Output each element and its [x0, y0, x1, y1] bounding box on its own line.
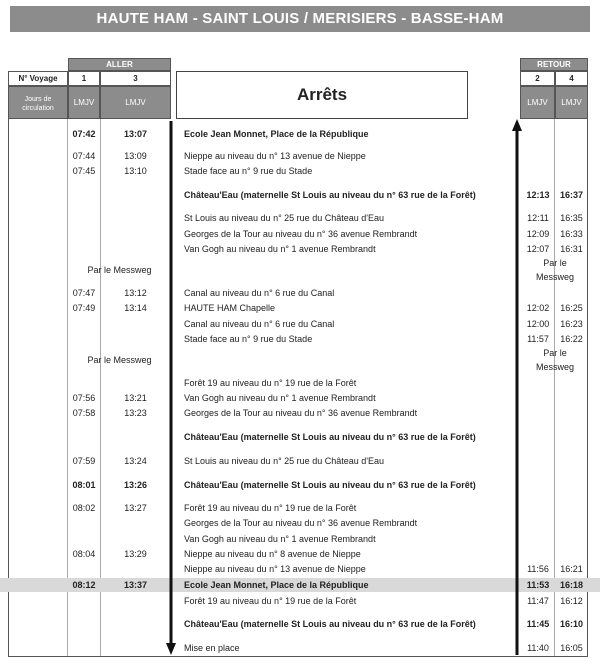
retour-time-4: 16:10: [559, 619, 584, 629]
retour-time-2: 12:02: [526, 303, 550, 313]
aller-voyage-3: 3: [100, 71, 171, 86]
stop-name: Canal au niveau du n° 6 rue du Canal: [184, 288, 335, 298]
stop-name: St Louis au niveau du n° 25 rue du Château d'Eau: [184, 213, 384, 223]
aller-time-3: 13:37: [123, 580, 148, 590]
retour-time-2: 12:00: [526, 319, 550, 329]
aller-time-1: 08:04: [72, 549, 96, 559]
aller-time-1: 07:44: [72, 151, 96, 161]
stop-name: Forêt 19 au niveau du n° 19 rue de la Forêt: [184, 596, 357, 606]
retour-time-4: 16:05: [560, 643, 583, 653]
retour-time-4: 16:33: [560, 229, 583, 239]
aller-time-1: 07:42: [72, 129, 96, 139]
stop-name: Van Gogh au niveau du n° 1 avenue Rembrandt: [184, 244, 376, 254]
aller-time-1: 08:02: [72, 503, 96, 513]
aller-time-1: 07:45: [72, 166, 96, 176]
aller-time-1: 08:12: [72, 580, 96, 590]
stop-name: Nieppe au niveau du n° 13 avenue de Nieppe: [184, 151, 366, 161]
retour-time-2: 12:09: [526, 229, 550, 239]
aller-days-3: LMJV: [100, 86, 171, 119]
retour-time-2: 11:57: [527, 334, 549, 344]
retour-time-4: 16:25: [560, 303, 583, 313]
retour-days-2: LMJV: [520, 86, 555, 119]
retour-time-4: 16:37: [559, 190, 584, 200]
stop-name: Forêt 19 au niveau du n° 19 rue de la Forêt: [184, 378, 357, 388]
aller-time-3: 13:29: [124, 549, 147, 559]
retour-time-4: 16:18: [559, 580, 584, 590]
jours-label: Jours de circulation: [8, 86, 68, 119]
arrets-header: Arrêts: [176, 71, 468, 119]
aller-time-3: 13:26: [123, 480, 148, 490]
stop-name: Nieppe au niveau du n° 13 avenue de Nieppe: [184, 564, 366, 574]
aller-time-3: 13:07: [123, 129, 148, 139]
aller-time-1: 07:58: [72, 408, 96, 418]
retour-voyage-4: 4: [555, 71, 588, 86]
stop-name: Château'Eau (maternelle St Louis au niveau du n° 63 rue de la Forêt): [184, 619, 476, 629]
stop-name: Georges de la Tour au niveau du n° 36 avenue Rembrandt: [184, 229, 418, 239]
stop-name: Nieppe au niveau du n° 8 avenue de Nieppe: [184, 549, 361, 559]
frame-bottom: [8, 656, 588, 657]
page-title: HAUTE HAM - SAINT LOUIS / MERISIERS - BASSE-HAM: [10, 6, 590, 32]
stop-name: Château'Eau (maternelle St Louis au niveau du n° 63 rue de la Forêt): [184, 190, 476, 200]
note-aller-messweg-1: Par le Messweg: [87, 265, 152, 275]
aller-time-1: 08:01: [72, 480, 96, 490]
stop-name: Ecole Jean Monnet, Place de la République: [184, 580, 369, 590]
note-retour-messweg-2b: Messweg: [535, 362, 574, 372]
aller-voyage-1: 1: [68, 71, 100, 86]
retour-time-2: 12:11: [527, 213, 549, 223]
retour-header: RETOUR: [520, 58, 588, 71]
aller-time-3: 13:09: [124, 151, 147, 161]
aller-time-1: 07:56: [72, 393, 96, 403]
retour-time-4: 16:21: [560, 564, 583, 574]
note-aller-messweg-2: Par le Messweg: [87, 355, 152, 365]
aller-time-1: 07:49: [72, 303, 96, 313]
retour-time-2: 12:13: [526, 190, 550, 200]
retour-time-4: 16:31: [560, 244, 583, 254]
note-retour-messweg-1b: Messweg: [535, 272, 574, 282]
retour-time-4: 16:23: [560, 319, 583, 329]
retour-time-2: 11:40: [527, 643, 549, 653]
stop-name: Château'Eau (maternelle St Louis au niveau du n° 63 rue de la Forêt): [184, 432, 476, 442]
aller-time-3: 13:27: [124, 503, 147, 513]
stop-name: Stade face au n° 9 rue du Stade: [184, 166, 313, 176]
retour-time-4: 16:22: [560, 334, 583, 344]
aller-days-1: LMJV: [68, 86, 100, 119]
stop-name: Georges de la Tour au niveau du n° 36 avenue Rembrandt: [184, 408, 418, 418]
aller-header: ALLER: [68, 58, 171, 71]
stop-name: HAUTE HAM Chapelle: [184, 303, 276, 313]
note-retour-messweg-1a: Par le: [543, 258, 567, 268]
voyage-label: N° Voyage: [8, 71, 68, 86]
retour-time-4: 16:12: [560, 596, 583, 606]
aller-time-3: 13:10: [124, 166, 147, 176]
stop-name: St Louis au niveau du n° 25 rue du Château d'Eau: [184, 456, 384, 466]
retour-days-4: LMJV: [555, 86, 588, 119]
retour-voyage-2: 2: [520, 71, 555, 86]
stop-name: Van Gogh au niveau du n° 1 avenue Rembrandt: [184, 393, 376, 403]
stop-name: Forêt 19 au niveau du n° 19 rue de la Forêt: [184, 503, 357, 513]
retour-time-4: 16:35: [560, 213, 583, 223]
retour-time-2: 11:56: [527, 564, 549, 574]
retour-time-2: 11:47: [527, 596, 549, 606]
retour-time-2: 11:45: [526, 619, 550, 629]
aller-time-3: 13:23: [124, 408, 147, 418]
stop-name: Canal au niveau du n° 6 rue du Canal: [184, 319, 335, 329]
stop-name: Ecole Jean Monnet, Place de la République: [184, 129, 369, 139]
stop-name: Mise en place: [184, 643, 240, 653]
aller-time-3: 13:21: [124, 393, 147, 403]
stop-name: Van Gogh au niveau du n° 1 avenue Rembrandt: [184, 534, 376, 544]
retour-direction-arrow: [510, 119, 524, 657]
aller-time-1: 07:47: [72, 288, 96, 298]
stop-name: Château'Eau (maternelle St Louis au niveau du n° 63 rue de la Forêt): [184, 480, 476, 490]
stop-name: Stade face au n° 9 rue du Stade: [184, 334, 313, 344]
aller-direction-arrow: [164, 119, 178, 657]
note-retour-messweg-2a: Par le: [543, 348, 567, 358]
aller-time-1: 07:59: [72, 456, 96, 466]
aller-time-3: 13:24: [124, 456, 147, 466]
stop-name: Georges de la Tour au niveau du n° 36 avenue Rembrandt: [184, 518, 418, 528]
aller-time-3: 13:14: [124, 303, 147, 313]
retour-time-2: 11:53: [526, 580, 550, 590]
aller-time-3: 13:12: [124, 288, 147, 298]
retour-time-2: 12:07: [526, 244, 550, 254]
